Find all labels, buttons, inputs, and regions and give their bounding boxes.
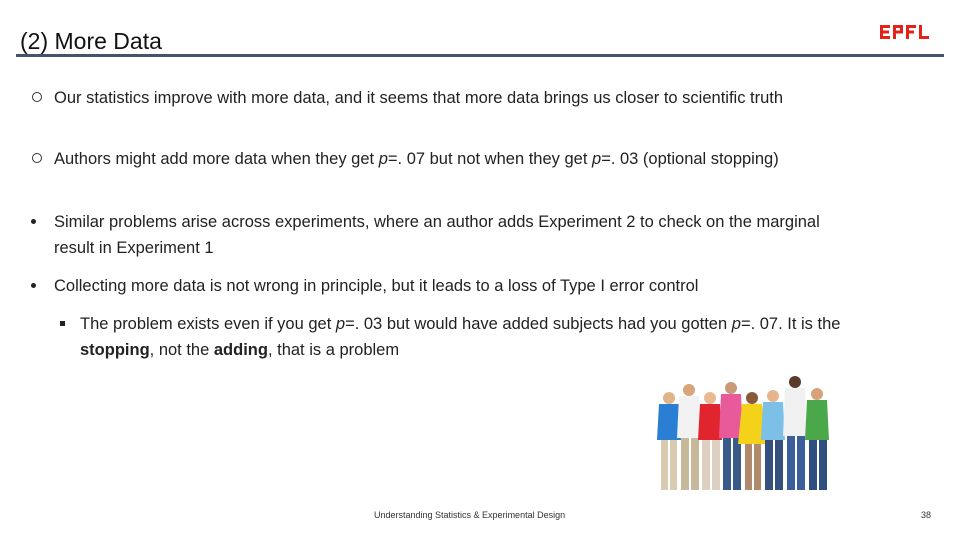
p-symbol: p [335, 315, 346, 333]
bullet-2 [54, 146, 814, 172]
person-figure [657, 392, 681, 490]
bullet-2-text-b: =. 07 but not when they get [387, 150, 592, 168]
group-of-people-photo [655, 368, 845, 500]
sub-bullet-text-5: , that is a problem [267, 341, 400, 359]
bullet-1-text: Our statistics improve with more data, and it seems that more data brings us closer to scientific truth [54, 89, 784, 107]
sub-bullet-square-icon [60, 321, 65, 326]
sub-bullet-text-4: , not the [149, 341, 214, 359]
bullet-4 [54, 273, 914, 299]
bullet-dot-icon [31, 283, 36, 288]
emphasis-stopping: stopping [80, 341, 150, 359]
sub-bullet-text-1: The problem exists even if you get [80, 315, 336, 333]
p-symbol: p [592, 150, 602, 168]
epfl-logo [879, 22, 935, 42]
emphasis-adding: adding [213, 341, 268, 359]
sub-bullet-text-2: =. 03 but would have added subjects had you gotten [345, 315, 732, 333]
page-number: 38 [921, 510, 932, 520]
bullet-ring-icon [32, 92, 42, 102]
p-symbol: p [731, 315, 741, 333]
slide-title: (2) More Data [20, 28, 162, 54]
title-underline [16, 54, 944, 57]
bullet-4-text: Collecting more data is not wrong in principle, but it leads to a loss of Type I error control [54, 277, 699, 295]
bullet-dot-icon [31, 219, 36, 224]
bullet-3-text: Similar problems arise across experiments, where an author adds Experiment 2 to check on the marginal result in Experiment 1 [54, 213, 820, 257]
sub-bullet-text-3: =. 07. It is the [740, 315, 841, 333]
bullet-ring-icon [32, 153, 42, 163]
footer-course-title: Understanding Statistics & Experimental Design [374, 510, 566, 520]
bullet-2-text-a: Authors might add more data when they get [54, 150, 379, 168]
bullet-2-text-c: =. 03 (optional stopping) [601, 150, 779, 168]
sub-bullet [80, 311, 870, 363]
bullet-3 [54, 209, 854, 261]
p-symbol: p [378, 150, 388, 168]
bullet-1 [54, 85, 854, 111]
